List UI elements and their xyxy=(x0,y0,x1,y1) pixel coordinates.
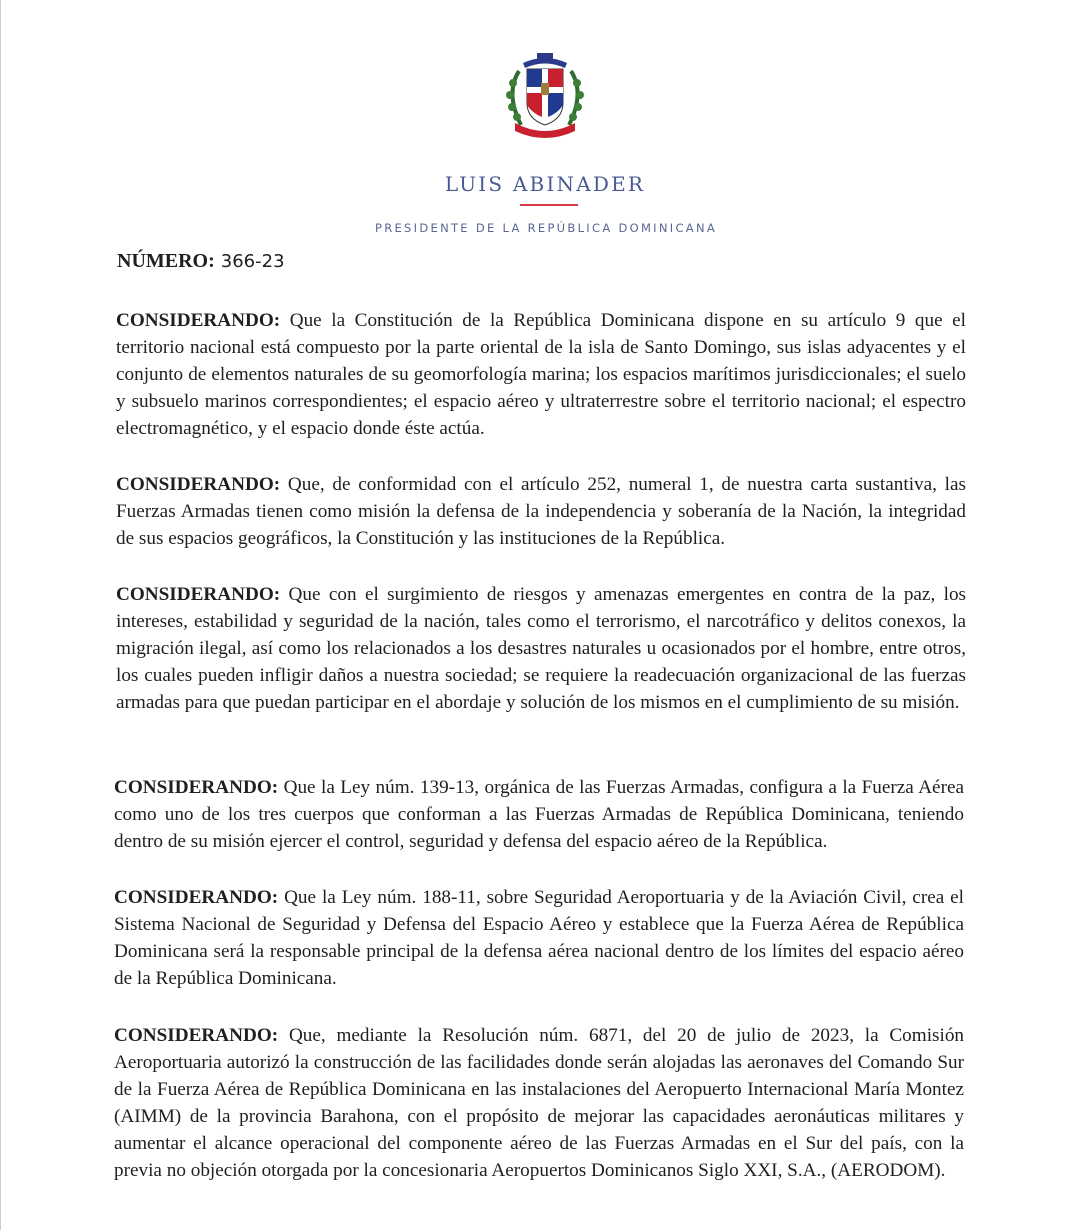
considerando-keyword: CONSIDERANDO: xyxy=(116,474,281,495)
considerando-paragraph xyxy=(114,1022,964,1184)
considerando-text: Que la Ley núm. 188-11, sobre Seguridad Aeroportuaria y de la Aviación Civil, crea el Sistema Nacional de Seguridad y Defensa del Espacio Aéreo y establece que la Fuerza Aérea de República Dominicana será la responsable principal de la defensa aérea nacional dentro de los límites del espacio aéreo de la República Dominicana. xyxy=(114,887,964,989)
considerando-text: Que la Constitución de la República Dominicana dispone en su artículo 9 que el territorio nacional está compuesto por la parte oriental de la isla de Santo Domingo, sus islas adyacentes y el conjunto de elementos naturales de su geomorfología marina; los espacios marítimos jurisdiccionales; el suelo y subsuelo marinos correspondientes; el espacio aéreo y ultraterrestre sobre el territorio nacional; el espectro electromagnético, y el espacio donde éste actúa. xyxy=(116,310,967,439)
coat-of-arms-icon xyxy=(499,49,591,141)
considerando-keyword: CONSIDERANDO: xyxy=(114,1025,279,1046)
decree-number-value: 366-23 xyxy=(220,251,285,272)
considerando-keyword: CONSIDERANDO: xyxy=(116,584,281,605)
considerando-paragraph xyxy=(114,884,964,992)
considerando-keyword: CONSIDERANDO: xyxy=(116,310,281,331)
name-underline xyxy=(520,204,578,206)
considerando-keyword: CONSIDERANDO: xyxy=(114,887,279,908)
considerando-paragraph xyxy=(114,774,964,855)
considerando-text: Que con el surgimiento de riesgos y amenazas emergentes en contra de la paz, los intereses, estabilidad y seguridad de la nación, tales como el terrorismo, el narcotráfico y delitos conexos, la migración ilegal, así como los relacionados a los desastres naturales u ocasionados por el hombre, entre otros, los cuales pueden infligir daños a nuestra sociedad; se requiere la readecuación organizacional de las fuerzas armadas para que puedan participar en el abordaje y solución de los mismos en el cumplimiento de su misión. xyxy=(116,584,967,713)
decree-number xyxy=(117,250,285,273)
considerando-text: Que, mediante la Resolución núm. 6871, del 20 de julio de 2023, la Comisión Aeroportuaria autorizó la construcción de las facilidades donde serán alojadas las aeronaves del Comando Sur de la Fuerza Aérea de República Dominicana en las instalaciones del Aeropuerto Internacional María Montez (AIMM) de la provincia Barahona, con el propósito de mejorar las capacidades aeronáuticas militares y aumentar el alcance operacional del componente aéreo de las Fuerzas Armadas en el Sur del país, con la previa no objeción otorgada por la concesionaria Aeropuertos Dominicanos Siglo XXI, S.A., (AERODOM). xyxy=(114,1025,965,1181)
considerando-text: Que, de conformidad con el artículo 252, numeral 1, de nuestra carta sustantiva, las Fuerzas Armadas tienen como misión la defensa de la independencia y soberanía de la Nación, la integridad de sus espacios geográficos, la Constitución y las instituciones de la República. xyxy=(116,474,966,549)
considerando-paragraph xyxy=(116,307,966,442)
considerando-paragraph xyxy=(116,471,966,552)
decree-number-label: NÚMERO: xyxy=(117,250,215,272)
considerando-text: Que la Ley núm. 139-13, orgánica de las Fuerzas Armadas, configura a la Fuerza Aérea como uno de los tres cuerpos que conforman a las Fuerzas Armadas de República Dominicana, teniendo dentro de su misión ejercer el control, seguridad y defensa del espacio aéreo de la República. xyxy=(114,777,964,852)
considerando-keyword: CONSIDERANDO: xyxy=(114,777,279,798)
president-name: LUIS ABINADER xyxy=(444,172,646,196)
considerando-paragraph xyxy=(116,581,966,716)
president-title: PRESIDENTE DE LA REPÚBLICA DOMINICANA xyxy=(374,221,718,235)
